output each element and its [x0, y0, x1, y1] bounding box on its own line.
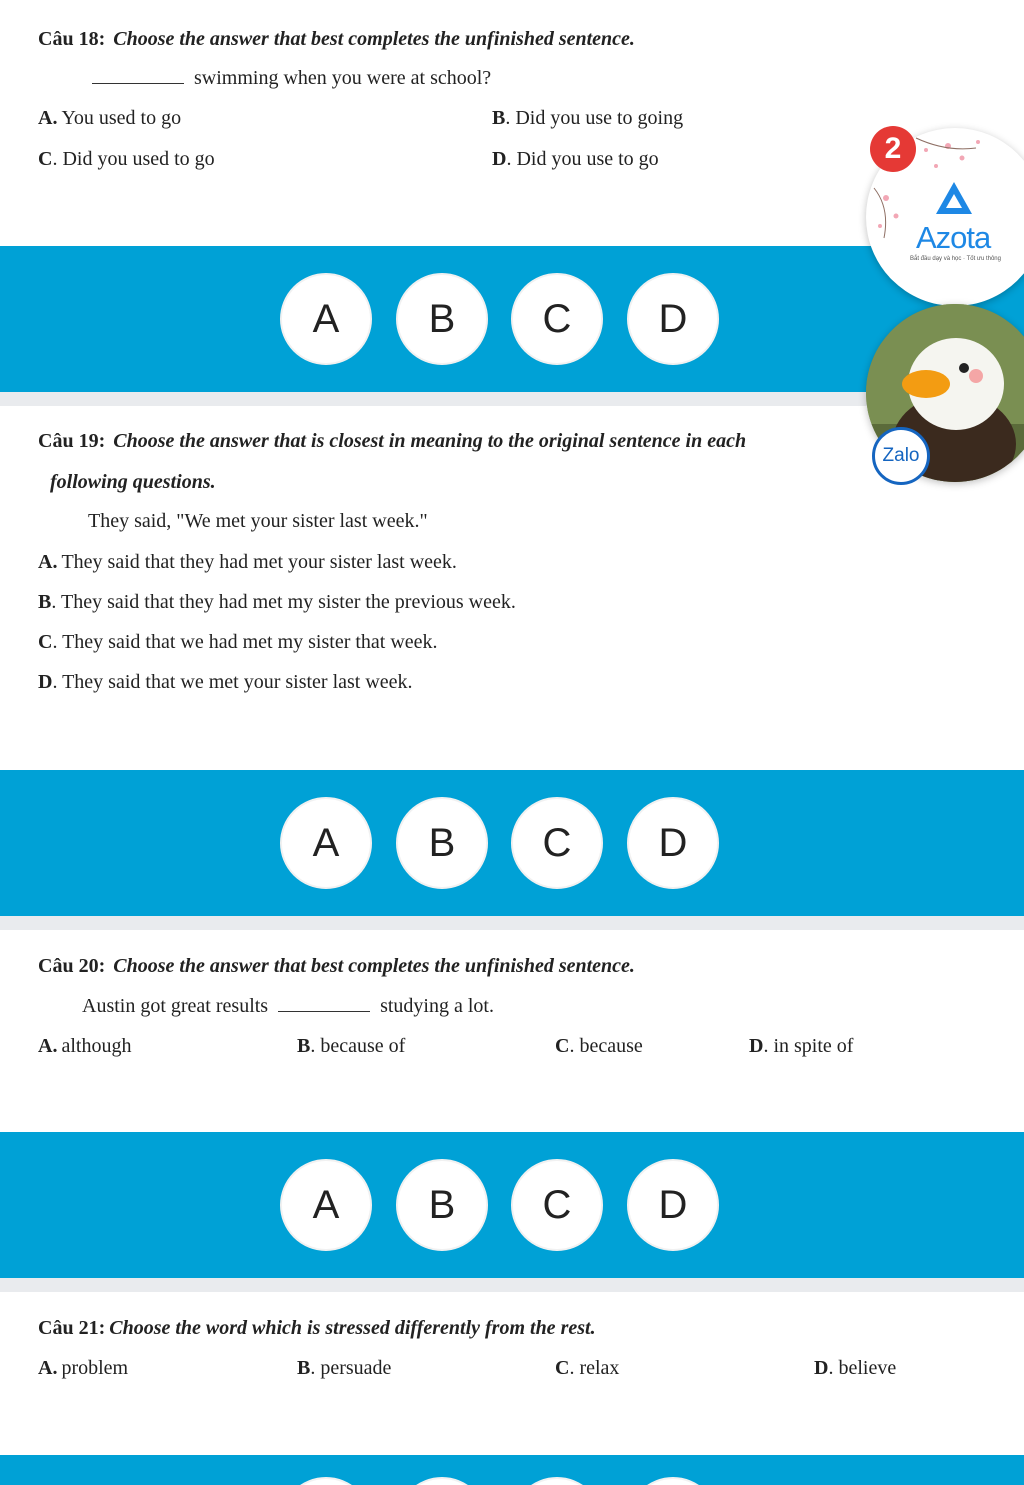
answer-button-b[interactable]	[396, 1477, 488, 1485]
question-20-sentence: Austin got great results studying a lot.	[82, 995, 494, 1017]
azota-slogan: Bắt đầu dạy và học · Tốt ưu thông	[910, 256, 1001, 262]
question-19-option-b: B. They said that they had met my sister the previous week.	[38, 591, 516, 613]
question-18-sentence	[92, 67, 491, 90]
question-21-option-d: D. believe	[814, 1357, 897, 1379]
question-21-option-b: B. persuade	[297, 1357, 392, 1379]
question-20-option-a: A. although	[38, 1035, 132, 1057]
answer-blank	[92, 83, 184, 84]
answer-button-b[interactable]: B	[396, 797, 488, 889]
question-18-sentence-text: swimming when you were at school?	[194, 67, 492, 89]
zalo-logo: Zalo	[872, 427, 930, 485]
answer-button-a[interactable]: A	[280, 1159, 372, 1251]
question-19-label: Câu 19:	[38, 430, 106, 452]
question-18-label: Câu 18:	[38, 28, 106, 50]
question-18-instruction: Choose the answer that best completes the unfinished sentence.	[113, 28, 635, 50]
question-18-option-d: D. Did you use to go	[492, 148, 659, 170]
answer-button-b[interactable]: B	[396, 273, 488, 365]
question-21-title	[38, 1317, 596, 1340]
answer-button-c[interactable]: C	[511, 273, 603, 365]
question-20-title	[38, 955, 635, 978]
answer-button-c[interactable]: C	[511, 1159, 603, 1251]
question-21-answer-bar	[0, 1455, 1024, 1485]
answer-button-d[interactable]	[627, 1477, 719, 1485]
question-20-option-d: D. in spite of	[749, 1035, 854, 1057]
question-20-card	[0, 930, 1024, 1132]
question-19-title	[38, 430, 746, 453]
notification-badge: 2	[870, 126, 916, 172]
question-18-option-c: C. Did you used to go	[38, 148, 215, 170]
azota-logo-icon	[934, 180, 974, 216]
question-18-option-b: B. Did you use to going	[492, 107, 684, 129]
question-20-label: Câu 20:	[38, 955, 106, 977]
question-21-label: Câu 21:	[38, 1317, 106, 1339]
answer-button-d[interactable]: D	[627, 797, 719, 889]
question-21-option-c: C. relax	[555, 1357, 620, 1379]
question-21-instruction: Choose the word which is stressed differently from the rest.	[109, 1317, 596, 1339]
question-20-option-c: C. because	[555, 1035, 643, 1057]
question-20-option-b: B. because of	[297, 1035, 406, 1057]
answer-button-d[interactable]: D	[627, 273, 719, 365]
answer-button-d[interactable]: D	[627, 1159, 719, 1251]
answer-button-a[interactable]: A	[280, 273, 372, 365]
question-21-card	[0, 1292, 1024, 1455]
question-18-option-a: A. You used to go	[38, 107, 182, 129]
answer-button-c[interactable]: C	[511, 797, 603, 889]
answer-button-a[interactable]: A	[280, 797, 372, 889]
azota-logo-text: Azota	[916, 220, 991, 255]
answer-button-a[interactable]	[280, 1477, 372, 1485]
question-19-option-d: D. They said that we met your sister last week.	[38, 671, 413, 693]
question-19-instruction: Choose the answer that is closest in meaning to the original sentence in each	[113, 430, 747, 452]
answer-button-c[interactable]	[511, 1477, 603, 1485]
question-19-option-c: C. They said that we had met my sister that week.	[38, 631, 438, 653]
question-20-answer-bar	[0, 1132, 1024, 1278]
question-19-option-a: A. They said that they had met your sister last week.	[38, 551, 457, 573]
question-19-sentence: They said, "We met your sister last week."	[88, 510, 428, 532]
answer-blank	[278, 1011, 370, 1012]
question-21-option-a: A. problem	[38, 1357, 129, 1379]
question-18-title	[38, 28, 635, 51]
question-20-instruction: Choose the answer that best completes the unfinished sentence.	[113, 955, 635, 977]
question-19-instruction-cont: following questions.	[50, 471, 216, 493]
question-19-answer-bar	[0, 770, 1024, 916]
answer-button-b[interactable]: B	[396, 1159, 488, 1251]
